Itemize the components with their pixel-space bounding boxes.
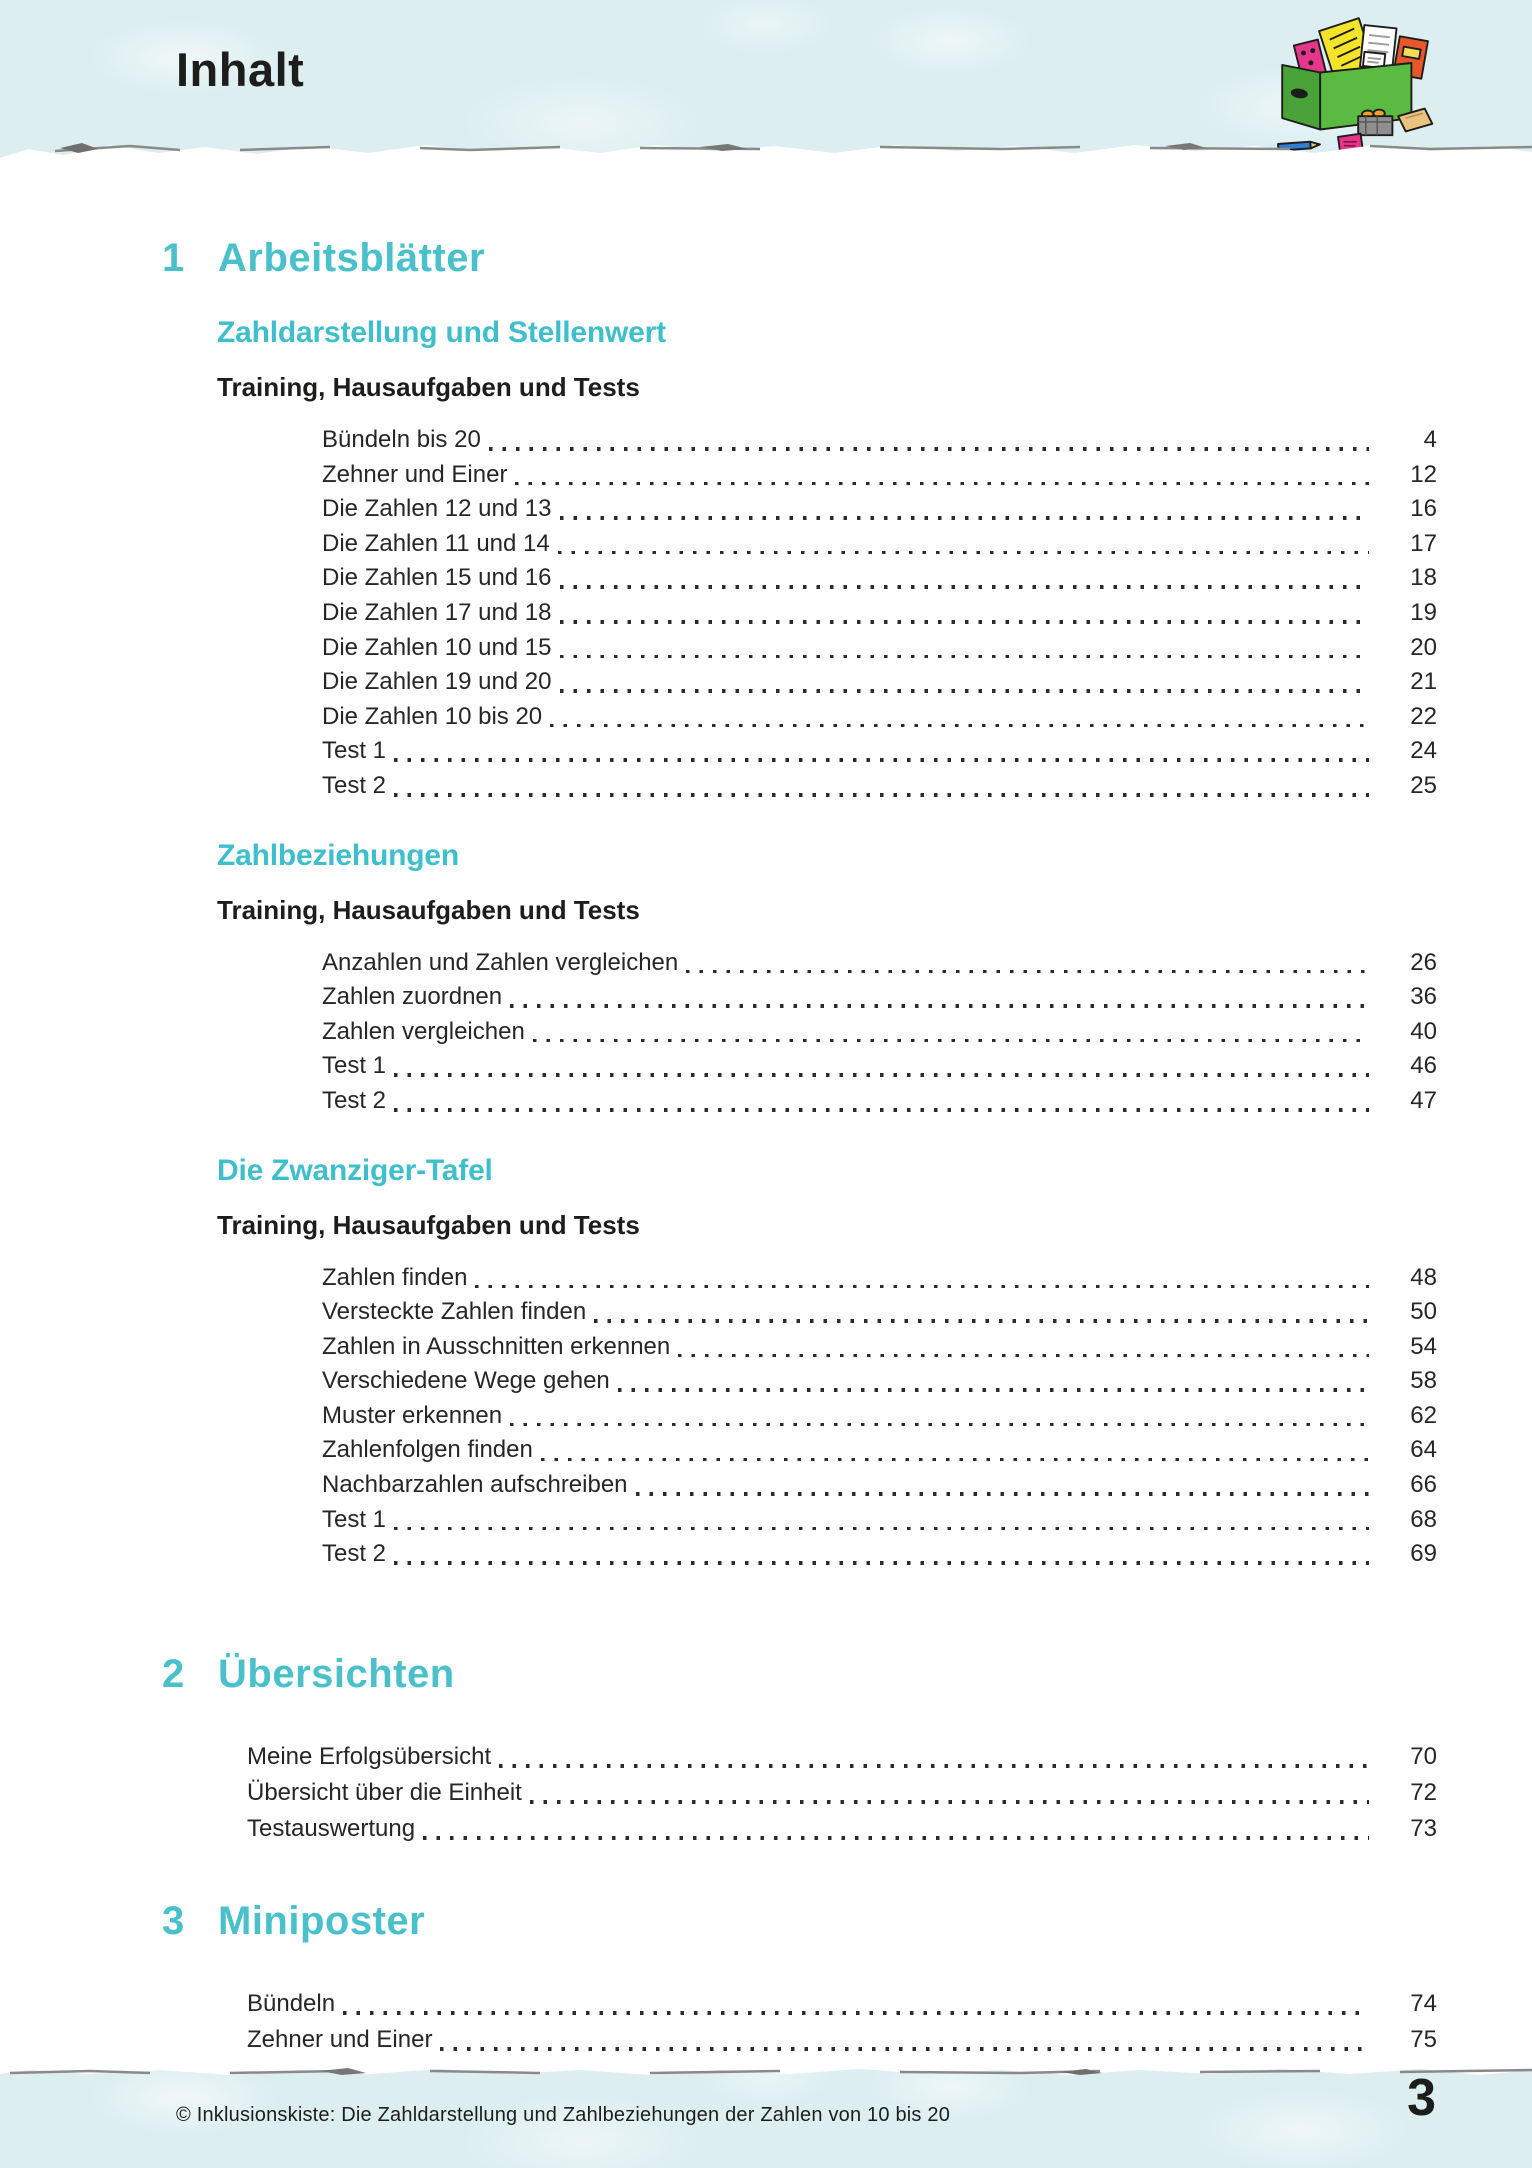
toc-entry-page: 58	[1410, 1367, 1437, 1395]
toc-entry-page: 24	[1410, 737, 1437, 765]
section-heading	[162, 1899, 1532, 1944]
toc-entry	[247, 2022, 1437, 2058]
dot-leader	[548, 700, 1369, 735]
toc-entry-page: 40	[1410, 1017, 1437, 1045]
subsection-subtitle: Training, Hausaufgaben und Tests	[217, 372, 640, 402]
toc-entry-label: Übersicht über die Einheit	[247, 1778, 522, 1806]
toc-entry-label: Bündeln bis 20	[322, 426, 481, 453]
dot-leader	[556, 527, 1369, 562]
toc-entry	[322, 1468, 1437, 1503]
toc-entry-label: Nachbarzahlen aufschreiben	[322, 1471, 628, 1499]
toc-entry	[322, 458, 1437, 493]
toc-entry	[322, 1503, 1437, 1538]
toc-subsection	[217, 1153, 1437, 1572]
toc-entry	[322, 980, 1437, 1015]
section-body	[0, 1739, 1437, 1847]
toc-entry-page: 18	[1410, 564, 1437, 592]
toc-entry-page: 75	[1410, 2025, 1437, 2053]
section-body	[0, 1986, 1437, 2058]
toc-entry-page: 19	[1410, 598, 1437, 626]
toc-entry-label: Die Zahlen 11 und 14	[322, 529, 550, 557]
toc-entry-label: Test 2	[322, 1086, 387, 1114]
toc-entry-label: Bündeln	[247, 1989, 336, 2017]
toc-entry-page: 46	[1410, 1052, 1437, 1080]
toc-entry	[322, 1295, 1437, 1330]
torn-edge-footer	[0, 2058, 1532, 2086]
toc-entry-page: 66	[1410, 1471, 1437, 1499]
toc-entry	[247, 1775, 1437, 1811]
dot-leader	[392, 734, 1369, 769]
toc-entry	[322, 423, 1437, 458]
toc-entry	[322, 1399, 1437, 1434]
section-title: Miniposter	[218, 1898, 426, 1943]
dot-leader	[392, 1049, 1369, 1084]
toc-entry	[322, 596, 1437, 631]
toc-entry-page: 25	[1410, 771, 1437, 799]
toc-entry-page: 21	[1410, 668, 1437, 696]
toc-entry-label: Die Zahlen 19 und 20	[322, 668, 552, 696]
dot-leader	[508, 1399, 1369, 1434]
toc-subsection	[217, 838, 1437, 1119]
toc-entry-label: Die Zahlen 10 und 15	[322, 633, 552, 661]
subsection-subtitle: Training, Hausaufgaben und Tests	[217, 1209, 640, 1240]
dot-leader	[558, 596, 1370, 631]
section-body	[0, 315, 1437, 1572]
toc-entry-label: Muster erkennen	[322, 1401, 503, 1429]
torn-edge-header	[0, 134, 1532, 164]
dot-leader	[438, 2022, 1369, 2058]
footer-page-number: 3	[1407, 2069, 1436, 2127]
toc-entry	[322, 492, 1437, 527]
toc-entry-label: Zahlen zuordnen	[322, 983, 503, 1011]
toc-sections	[0, 164, 1532, 2058]
dot-leader	[528, 1775, 1369, 1811]
toc-entry-page: 12	[1410, 460, 1437, 488]
dot-leader	[392, 769, 1369, 804]
toc-entry	[247, 1986, 1437, 2022]
toc-entry-page: 68	[1410, 1505, 1437, 1533]
toc-entry-label: Die Zahlen 15 und 16	[322, 564, 552, 592]
toc-entry-page: 50	[1410, 1298, 1437, 1326]
toc-entry	[322, 527, 1437, 562]
section-heading	[162, 236, 1532, 281]
dot-leader	[473, 1261, 1369, 1296]
toc-entry	[322, 1364, 1437, 1399]
toc-entry-label: Test 1	[322, 1052, 387, 1080]
section-title: Arbeitsblätter	[218, 236, 486, 280]
toc-entry-label: Anzahlen und Zahlen vergleichen	[322, 948, 679, 976]
toc-entry-label: Meine Erfolgsübersicht	[247, 1742, 492, 1770]
dot-leader	[558, 665, 1370, 700]
toc-entry-label: Verschiedene Wege gehen	[322, 1367, 610, 1395]
subsection-entries	[322, 423, 1437, 804]
dot-leader	[684, 946, 1369, 981]
toc-entry-page: 36	[1410, 983, 1437, 1011]
dot-leader	[676, 1330, 1369, 1365]
dot-leader	[539, 1433, 1369, 1468]
toc-entry-page: 26	[1410, 948, 1437, 976]
toc-entry	[322, 769, 1437, 804]
subsection-entries	[322, 946, 1437, 1119]
dot-leader	[634, 1468, 1369, 1503]
toc-entry	[322, 1015, 1437, 1050]
toc-entry-page: 54	[1410, 1332, 1437, 1360]
papers-icon	[1360, 25, 1396, 70]
toc-entry	[322, 561, 1437, 596]
toc-entry-page: 70	[1410, 1742, 1437, 1770]
toc-entry-label: Zehner und Einer	[247, 2025, 433, 2053]
toc-entry-page: 69	[1410, 1540, 1437, 1568]
section-title: Übersichten	[218, 1651, 455, 1696]
toc-entry-page: 4	[1423, 426, 1437, 453]
toc-entry-page: 62	[1410, 1401, 1437, 1429]
toc-entry-label: Zahlen in Ausschnitten erkennen	[322, 1332, 671, 1360]
subsection-title: Zahldarstellung und Stellenwert	[217, 316, 666, 349]
toc-entry	[322, 1261, 1437, 1296]
dot-leader	[558, 631, 1370, 666]
toc-entry-page: 72	[1410, 1778, 1437, 1806]
toc-section	[0, 1899, 1532, 2058]
toc-entry-label: Test 2	[322, 771, 387, 799]
toc-entry	[322, 946, 1437, 981]
toc-entry-label: Zehner und Einer	[322, 460, 508, 488]
toc-entry-label: Zahlen finden	[322, 1263, 468, 1291]
toc-entry-label: Test 1	[322, 1505, 387, 1533]
toc-entry	[322, 1537, 1437, 1572]
section-number: 2	[162, 1651, 185, 1696]
toc-entry-page: 47	[1410, 1086, 1437, 1114]
toc-entry-page: 64	[1410, 1436, 1437, 1464]
dot-leader	[513, 458, 1369, 493]
dot-leader	[392, 1537, 1369, 1572]
toc-entry-page: 48	[1410, 1263, 1437, 1291]
toc-entry	[322, 1084, 1437, 1119]
dot-leader	[531, 1015, 1369, 1050]
dot-leader	[487, 423, 1369, 458]
subsection-title: Zahlbeziehungen	[217, 838, 460, 872]
subsection-subtitle: Training, Hausaufgaben und Tests	[217, 894, 640, 925]
subsection-title: Die Zwanziger-Tafel	[217, 1153, 493, 1187]
dot-leader	[392, 1084, 1369, 1119]
toc-entry-label: Die Zahlen 12 und 13	[322, 495, 552, 523]
page-footer	[0, 2060, 1532, 2168]
subsection-entries	[322, 1261, 1437, 1572]
toc-entry	[322, 665, 1437, 700]
toc-section	[0, 1652, 1532, 1847]
section-number: 3	[162, 1898, 185, 1943]
toc-entry	[322, 734, 1437, 769]
section-heading	[162, 1652, 1532, 1697]
toc-entry	[322, 631, 1437, 666]
toc-entry-label: Testauswertung	[247, 1814, 416, 1842]
dot-leader	[558, 561, 1370, 596]
toc-entry-page: 17	[1410, 529, 1437, 557]
toc-entry	[322, 1049, 1437, 1084]
toc-entry-page: 22	[1410, 702, 1437, 730]
toc-entry-label: Test 1	[322, 737, 387, 765]
toc-entry-page: 73	[1410, 1814, 1437, 1842]
toc-entry	[322, 1433, 1437, 1468]
toc-entry-label: Zahlenfolgen finden	[322, 1436, 533, 1464]
toc-entry-page: 16	[1410, 495, 1437, 523]
dot-leader	[616, 1364, 1369, 1399]
toc-entry-label: Zahlen vergleichen	[322, 1017, 525, 1045]
toc-entry	[322, 700, 1437, 735]
dot-leader	[592, 1295, 1369, 1330]
toc-entry-label: Die Zahlen 17 und 18	[322, 598, 552, 626]
toc-entry	[322, 1330, 1437, 1365]
toc-entry-page: 74	[1410, 1989, 1437, 2017]
dot-leader	[392, 1503, 1369, 1538]
section-number: 1	[162, 236, 185, 280]
dot-leader	[497, 1739, 1369, 1775]
dot-leader	[421, 1811, 1369, 1847]
toc-entry-label: Versteckte Zahlen finden	[322, 1298, 587, 1326]
toc-entry	[247, 1739, 1437, 1775]
toc-entry-page: 20	[1410, 633, 1437, 661]
toc-subsection	[217, 315, 1437, 804]
dot-leader	[508, 980, 1369, 1015]
dot-leader	[558, 492, 1370, 527]
page-title: Inhalt	[176, 43, 305, 96]
toc-section	[0, 236, 1532, 1572]
toc-entry-label: Die Zahlen 10 bis 20	[322, 702, 543, 730]
toc-entry-label: Test 2	[322, 1540, 387, 1568]
dot-leader	[341, 1986, 1369, 2022]
page-header	[0, 0, 1532, 164]
footer-copyright: © Inklusionskiste: Die Zahldarstellung und Zahlbeziehungen der Zahlen von 10 bis 20	[176, 2104, 951, 2126]
toc-entry	[247, 1811, 1437, 1847]
